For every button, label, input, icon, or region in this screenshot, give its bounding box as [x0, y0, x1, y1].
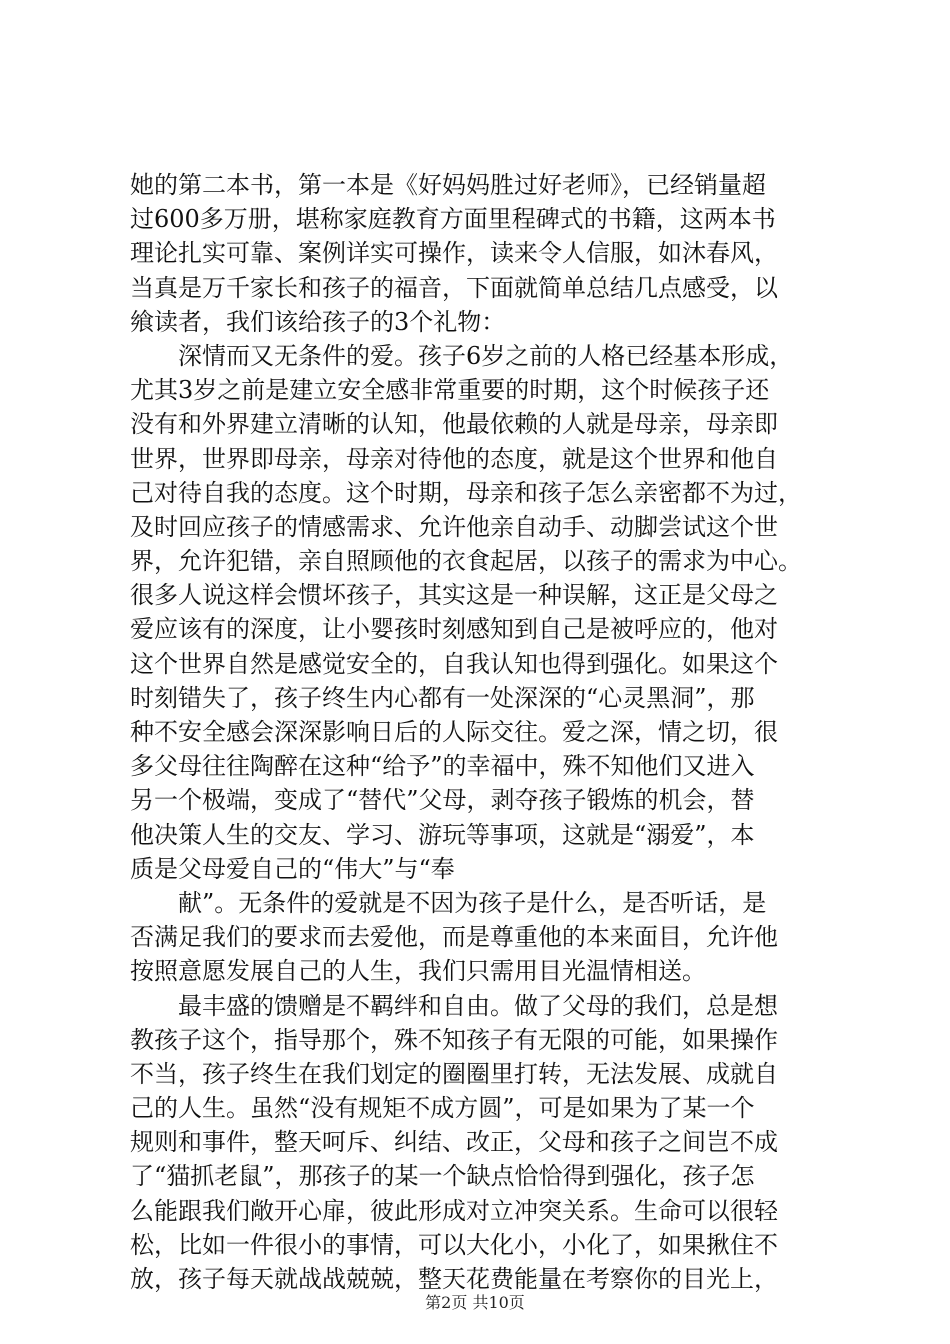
text-line: 及时回应孩子的情感需求、允许他亲自动手、动脚尝试这个世 — [130, 512, 778, 541]
text-line: 没有和外界建立清晰的认知，他最依赖的人就是母亲，母亲即 — [130, 410, 778, 439]
text-line: 么能跟我们敞开心扉，彼此形成对立冲突关系。生命可以很轻 — [130, 1196, 778, 1225]
text-line: 另一个极端，变成了“替代”父母，剥夺孩子锻炼的机会，替 — [130, 786, 755, 815]
text-line: 种不安全感会深深影响日后的人际交往。爱之深，情之切，很 — [130, 718, 778, 746]
text-line: 当真是万千家长和孩子的福音，下面就简单总结几点感受，以 — [130, 273, 778, 302]
body-text — [130, 168, 830, 1296]
text-line: 教孩子这个，指导那个，殊不知孩子有无限的可能，如果操作 — [130, 1025, 778, 1054]
text-line: 理论扎实可靠、案例详实可操作，读来令人信服，如沐春风， — [130, 239, 778, 268]
text-line: 己对待自我的态度。这个时期，母亲和孩子怎么亲密都不为过， — [130, 478, 802, 507]
paragraph-start-line: 献”。无条件的爱就是不因为孩子是什么，是否听话，是 — [178, 888, 767, 917]
text-line: 松，比如一件很小的事情，可以大化小，小化了，如果揪住不 — [130, 1230, 778, 1259]
text-line: 这个世界自然是感觉安全的，自我认知也得到强化。如果这个 — [130, 649, 778, 678]
paragraph-start-line: 深情而又无条件的爱。孩子6岁之前的人格已经基本形成， — [178, 341, 794, 370]
text-line: 不当，孩子终生在我们划定的圈圈里打转，无法发展、成就自 — [130, 1059, 778, 1088]
text-line: 爱应该有的深度，让小婴孩时刻感知到自己是被呼应的，他对 — [130, 615, 778, 644]
text-line: 尤其3岁之前是建立安全感非常重要的时期，这个时候孩子还 — [130, 376, 770, 405]
text-line: 规则和事件，整天呵斥、纠结、改正，父母和孩子之间岂不成 — [130, 1128, 778, 1157]
text-line: 她的第二本书，第一本是《好妈妈胜过好老师》，已经销量超 — [130, 171, 766, 199]
text-line: 按照意愿发展自己的人生，我们只需用目光温情相送。 — [130, 957, 706, 986]
text-line: 时刻错失了，孩子终生内心都有一处深深的“心灵黑洞”，那 — [130, 683, 755, 712]
page-number-footer: 第2页 共10页 — [425, 1293, 525, 1312]
text-line: 否满足我们的要求而去爱他，而是尊重他的本来面目，允许他 — [130, 923, 778, 952]
text-line: 己的人生。虽然“没有规矩不成方圆”，可是如果为了某一个 — [130, 1094, 755, 1123]
paragraph-start-line: 最丰盛的馈赠是不羁绊和自由。做了父母的我们，总是想 — [178, 991, 778, 1020]
text-line: 界，允许犯错，亲自照顾他的衣食起居，以孩子的需求为中心。 — [130, 547, 802, 576]
text-line: 了“猫抓老鼠”，那孩子的某一个缺点恰恰得到强化，孩子怎 — [130, 1162, 755, 1191]
text-line: 飨读者，我们该给孩子的3个礼物： — [130, 307, 506, 336]
text-line: 很多人说这样会惯坏孩子，其实这是一种误解，这正是父母之 — [130, 581, 778, 610]
text-line: 他决策人生的交友、学习、游玩等事项，这就是“溺爱”，本 — [130, 820, 755, 849]
text-line: 世界，世界即母亲，母亲对待他的态度，就是这个世界和他自 — [130, 444, 778, 473]
text-line: 过600多万册，堪称家庭教育方面里程碑式的书籍，这两本书 — [130, 205, 776, 234]
text-line: 多父母往往陶醉在这种“给予”的幸福中，殊不知他们又进入 — [130, 752, 755, 781]
text-line: 放，孩子每天就战战兢兢，整天花费能量在考察你的目光上， — [130, 1265, 778, 1293]
text-line: 质是父母爱自己的“伟大”与“奉 — [130, 854, 455, 883]
